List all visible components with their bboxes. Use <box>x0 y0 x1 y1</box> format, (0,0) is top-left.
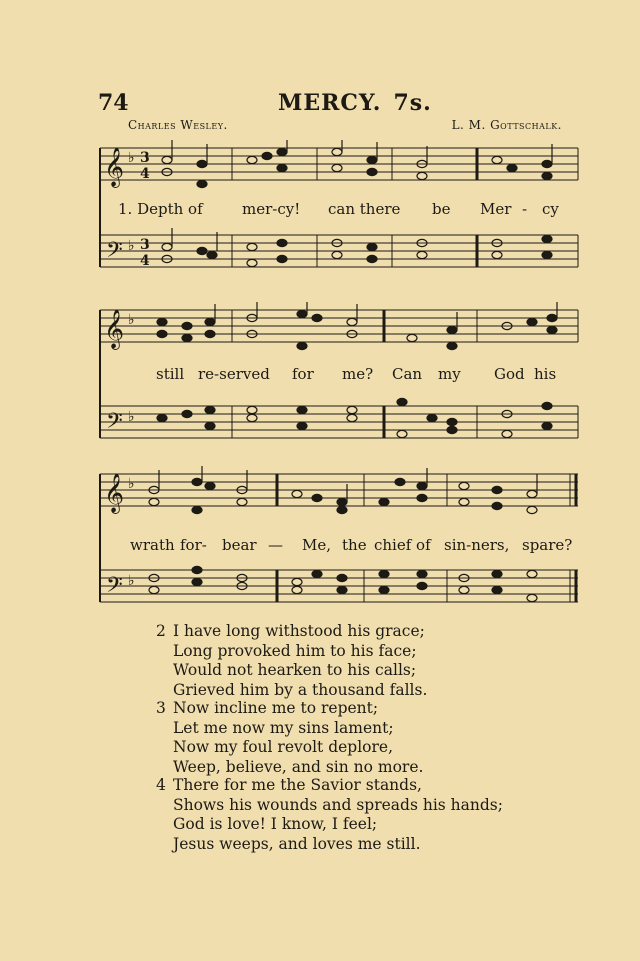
lyric-word: wrath <box>130 536 175 554</box>
lyric-word: me? <box>342 365 374 383</box>
verse-line: Weep, believe, and sin no more. <box>173 757 424 776</box>
verse-line: God is love! I know, I feel; <box>173 815 378 833</box>
verse-line: Now my foul revolt deplore, <box>173 738 394 756</box>
lyric-word: re-served <box>198 365 270 383</box>
music-system-2 <box>92 302 582 452</box>
lyric-word: for- <box>180 536 207 554</box>
lyric-word: cy <box>542 200 559 218</box>
lyric-word: spare? <box>522 536 573 554</box>
verse-number: 4 <box>156 776 166 794</box>
lyric-word: mer-cy! <box>242 200 301 218</box>
author-credit: Charles Wesley. <box>128 118 228 132</box>
verse-number: 3 <box>156 699 166 717</box>
lyric-word: his <box>534 365 557 383</box>
music-system-3 <box>92 466 582 616</box>
hymn-title-text: MERCY. <box>278 90 382 116</box>
music-system-1 <box>92 140 582 290</box>
svg-text:4: 4 <box>140 253 150 269</box>
svg-text:3: 3 <box>140 237 150 253</box>
svg-text:4: 4 <box>140 166 150 182</box>
lyric-word: sin-ners, <box>444 536 510 554</box>
flat-icon: ♭ <box>128 238 135 254</box>
verse-line: Shows his wounds and spreads his hands; <box>173 795 503 814</box>
flat-icon: ♭ <box>128 312 135 328</box>
lyric-word: - <box>522 200 528 218</box>
lyric-word: for <box>292 365 314 383</box>
lyric-word: Mer <box>480 200 512 218</box>
bass-clef-icon: 𝄢 <box>106 238 123 268</box>
verse-line: 2 I have long withstood his grace; <box>156 622 425 640</box>
flat-icon: ♭ <box>128 476 135 492</box>
lyric-word: be <box>432 200 451 218</box>
bass-clef-icon: 𝄢 <box>106 409 123 439</box>
flat-icon: ♭ <box>128 573 135 589</box>
lyric-word: Me, <box>302 536 332 554</box>
verse-line: Let me now my sins lament; <box>173 718 394 737</box>
treble-clef-icon: 𝄞 <box>104 147 125 187</box>
lyric-word: the <box>342 536 367 554</box>
page-number: 74 <box>98 90 129 116</box>
lyric-word: bear <box>222 536 257 554</box>
flat-icon: ♭ <box>128 150 135 166</box>
verse-line: 4 There for me the Savior stands, <box>156 776 422 794</box>
bass-clef-icon: 𝄢 <box>106 573 123 603</box>
lyric-word: chief of <box>374 536 431 554</box>
verse-2 <box>156 622 427 700</box>
treble-clef-icon: 𝄞 <box>104 309 125 349</box>
composer-credit: L. M. Gottschalk. <box>451 118 562 132</box>
verse-3 <box>156 699 423 777</box>
verse-line: Long provoked him to his face; <box>173 641 417 660</box>
lyric-word: can there <box>328 200 401 218</box>
verse-line: Would not hearken to his calls; <box>173 661 417 679</box>
lyric-word: my <box>438 365 461 383</box>
verse-4 <box>156 776 503 854</box>
lyric-word: God <box>494 365 525 383</box>
verse-line: 3 Now incline me to repent; <box>156 699 379 717</box>
verse-number: 2 <box>156 622 166 640</box>
hymn-title <box>278 90 432 116</box>
lyric-word: still <box>156 365 185 383</box>
lyric-word: 1. Depth of <box>118 200 203 218</box>
verse-line: Grieved him by a thousand falls. <box>173 680 428 699</box>
verse-line: Jesus weeps, and loves me still. <box>173 834 421 853</box>
lyric-word: — <box>268 536 283 554</box>
treble-clef-icon: 𝄞 <box>104 473 125 513</box>
lyric-word: Can <box>392 365 423 383</box>
svg-text:3: 3 <box>140 150 150 166</box>
hymn-meter: 7s. <box>393 90 432 116</box>
flat-icon: ♭ <box>128 409 135 425</box>
